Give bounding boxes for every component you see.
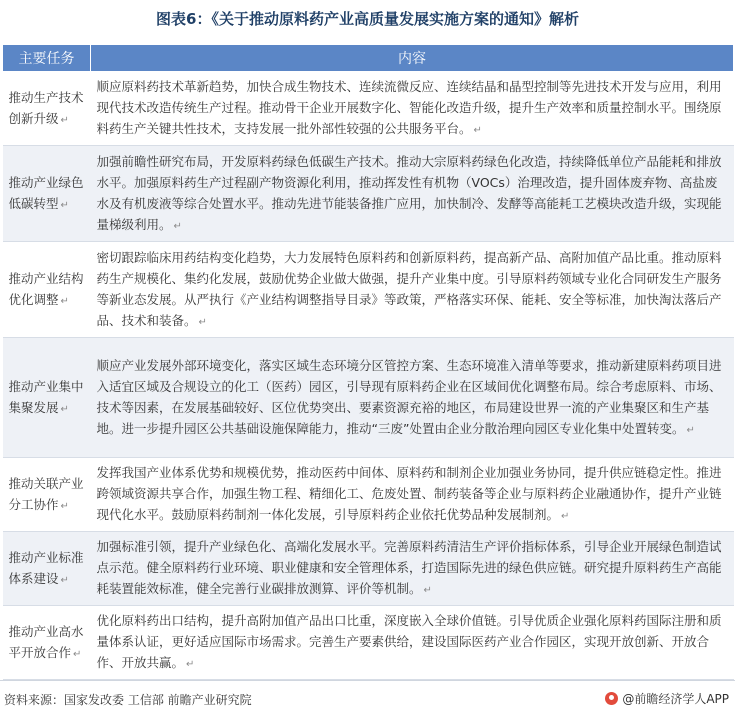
return-mark-icon: ↵ (60, 500, 69, 512)
task-cell (3, 72, 91, 146)
task-cell (3, 338, 91, 458)
content-text: 顺应产业发展外部环境变化，落实区域生态环境分区管控方案、生态环境准入清单等要求，推动新建原料药项目进入适宜区域及合规设立的化工（医药）园区，引导现有原料药企业在区域间优化调整布局。综合考虑原料、市场、技术等因素，在发展基础较好、区位优势突出、要素资源充裕的地区，布局建设世界一流的产业集聚区和生产基地。进一步提升园区公共基础设施保障能力，推动“三废”处置由企业分散治理向园区专业化集中处置转变。 (96, 357, 722, 436)
return-mark-icon: ↵ (198, 316, 207, 328)
column-header-task: 主要任务 (3, 45, 91, 72)
table-row (3, 72, 734, 146)
return-mark-icon: ↵ (173, 220, 182, 232)
task-table (2, 44, 734, 680)
source-note: 资料来源：国家发改委 工信部 前瞻产业研究院 (4, 693, 252, 707)
content-text: 加强前瞻性研究布局，开发原料药绿色低碳生产技术。推动大宗原料药绿色化改造，持续降低单位产品能耗和排放水平。加强原料药生产过程副产物资源化利用，推动挥发性有机物（VOCs）治理改造，提升固体废弃物、高盐废水及有机废液等综合处置水平。推动先进节能装备推广应用，加快制冷、发酵等高能耗工艺模块改造升级，实现能量梯级利用。 (96, 153, 722, 232)
return-mark-icon: ↵ (423, 585, 432, 596)
table-header-row (3, 45, 734, 72)
content-cell (91, 146, 734, 242)
task-label: 推动产业高水平开放合作 (8, 623, 84, 660)
return-mark-icon: ↵ (60, 403, 69, 415)
content-cell (91, 532, 734, 606)
return-mark-icon: ↵ (473, 125, 482, 136)
table-row (3, 606, 734, 680)
task-label: 推动产业绿色低碳转型 (8, 174, 84, 211)
return-mark-icon: ↵ (60, 114, 69, 126)
task-cell (3, 458, 91, 532)
content-text: 加强标准引领，提升产业绿色化、高端化发展水平。完善原料药清洁生产评价指标体系，引导企业开展绿色制造试点示范。健全原料药行业环境、职业健康和安全管理体系，打造国际先进的绿色供应链。研究提升原料药生产高能耗装置能效标准，健全完善行业碳排放测算、评价等机制。 (96, 539, 722, 596)
task-label: 推动产业集中集聚发展 (8, 378, 84, 415)
content-text: 顺应原料药技术革新趋势，加快合成生物技术、连续流微反应、连续结晶和晶型控制等先进技术开发与应用，利用现代技术改造传统生产过程。推动骨干企业开展数字化、智能化改造升级，提升生产效率和质量控制水平。围绕原料药生产关键共性技术，支持发展一批外部性较强的公共服务平台。 (96, 79, 722, 136)
content-text: 优化原料药出口结构，提升高附加值产品出口比重，深度嵌入全球价值链。引导优质企业强化原料药国际注册和质量体系认证，更好适应国际市场需求。完善生产要素供给，建设国际医药产业合作园区，实现开放创新、开放合作、开放共赢。 (96, 613, 722, 670)
task-cell (3, 242, 91, 338)
footer-divider (0, 680, 735, 681)
task-label: 推动产业结构优化调整 (8, 270, 84, 307)
content-cell (91, 72, 734, 146)
task-label: 推动生产技术创新升级 (8, 89, 84, 126)
content-text: 发挥我国产业体系优势和规模优势，推动医药中间体、原料药和制剂企业加强业务协同，提升供应链稳定性。推进跨领域资源共享合作，加强生物工程、精细化工、危废处置、制药装备等企业与原料药企业融通协作，提升产业链现代化水平。鼓励原料药制剂一体化发展，引导原料药企业依托优势品种发展制剂。 (96, 465, 722, 522)
task-label: 推动产业标准体系建设 (8, 549, 84, 586)
brand-credit (605, 690, 729, 707)
content-cell (91, 606, 734, 680)
table-row (3, 242, 734, 338)
return-mark-icon: ↵ (686, 424, 695, 436)
brand-logo-icon (605, 692, 618, 705)
table-row (3, 338, 734, 458)
task-label: 推动关联产业分工协作 (8, 475, 84, 512)
content-text: 密切跟踪临床用药结构变化趋势，大力发展特色原料药和创新原料药，提高新产品、高附加值产品比重。推动原料药生产规模化、集约化发展，鼓励优势企业做大做强，提升产业集中度。引导原料药领域专业化合同研发生产服务等新业态发展。从严执行《产业结构调整指导目录》等政策，严格落实环保、能耗、安全等标准，加快淘汰落后产品、技术和装备。 (96, 249, 722, 328)
return-mark-icon: ↵ (73, 648, 82, 660)
return-mark-icon: ↵ (561, 511, 570, 522)
content-cell (91, 242, 734, 338)
task-cell (3, 532, 91, 606)
return-mark-icon: ↵ (60, 295, 69, 307)
table-row (3, 532, 734, 606)
content-cell (91, 338, 734, 458)
column-header-content: 内容 (91, 45, 734, 72)
task-cell (3, 606, 91, 680)
page-title: 图表6：《关于推动原料药产业高质量发展实施方案的通知》解析 (156, 10, 579, 28)
task-cell (3, 146, 91, 242)
brand-label: @前瞻经济学人APP (622, 692, 729, 706)
table-row (3, 458, 734, 532)
return-mark-icon: ↵ (60, 199, 69, 211)
table-row (3, 146, 734, 242)
content-cell (91, 458, 734, 532)
return-mark-icon: ↵ (60, 574, 69, 586)
return-mark-icon: ↵ (186, 659, 195, 670)
